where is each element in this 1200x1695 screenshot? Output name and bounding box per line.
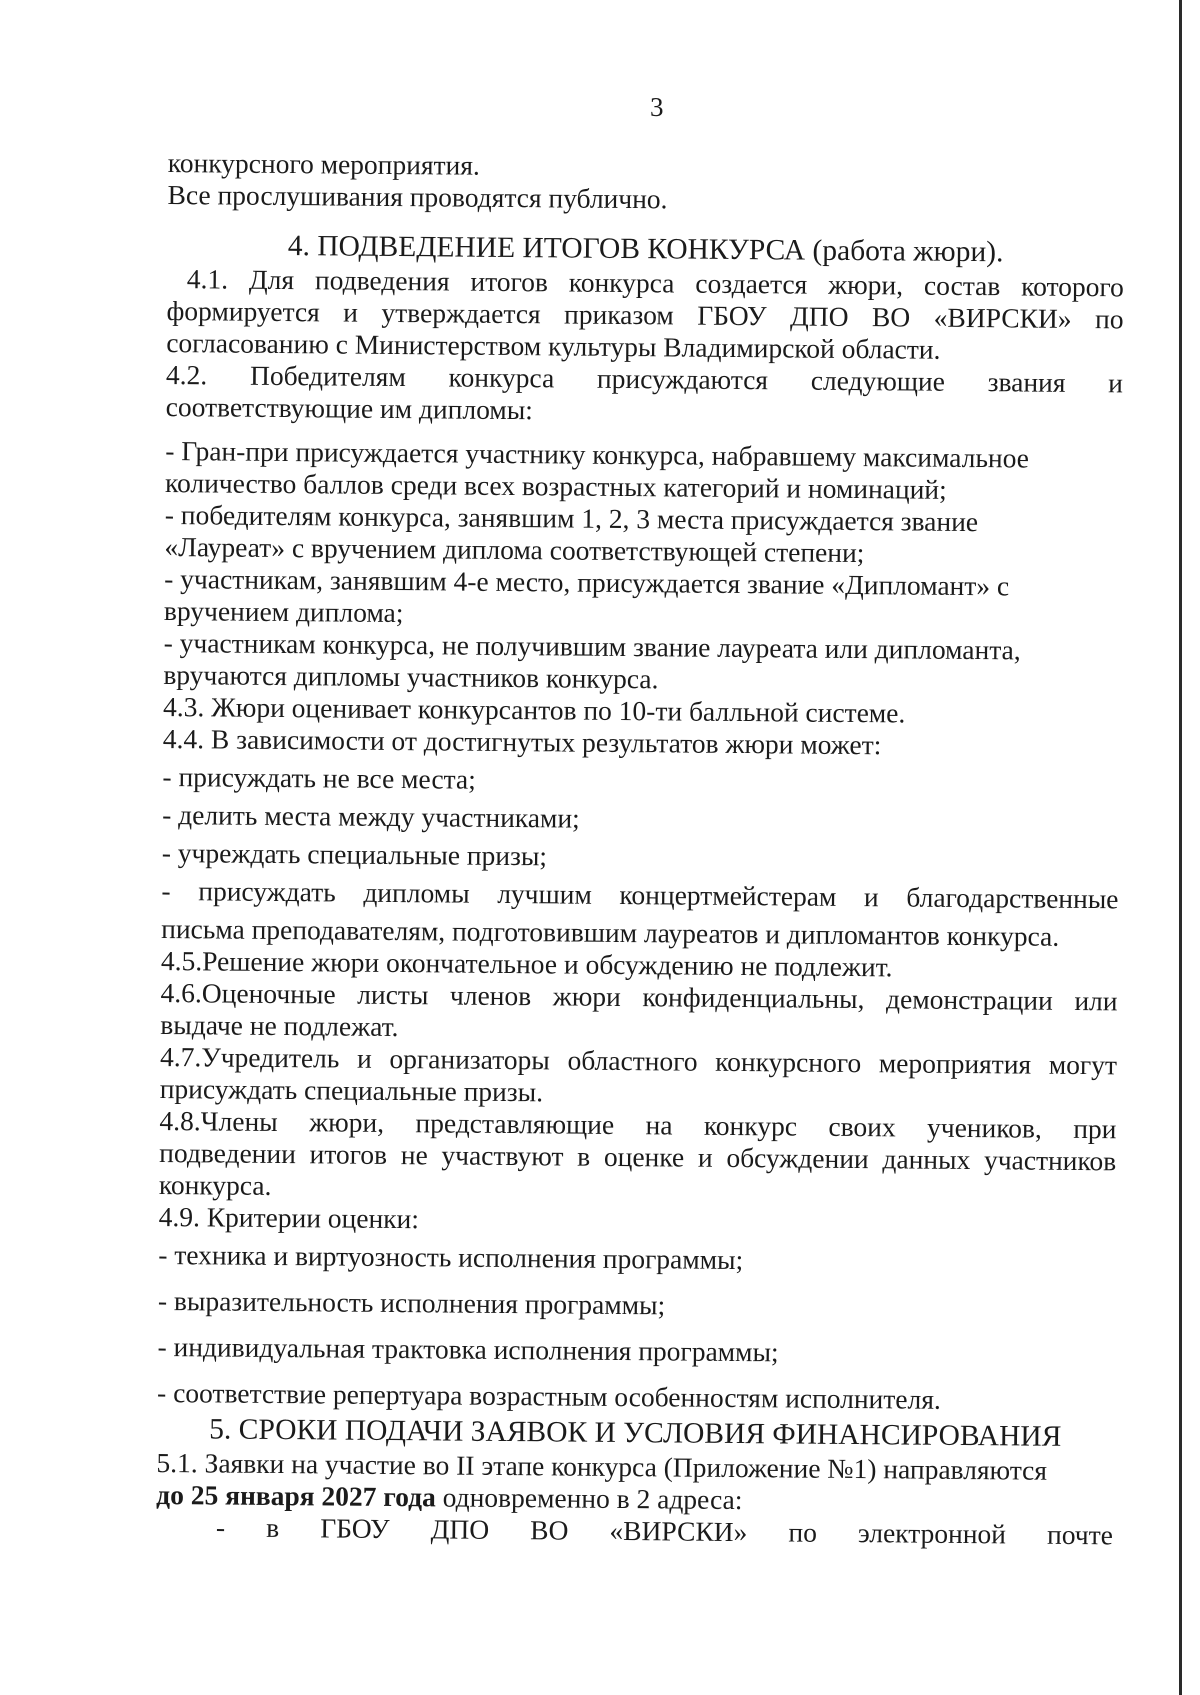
list-item-line: - делить места между участниками; bbox=[162, 798, 580, 834]
paragraph-4-3: 4.3. Жюри оценивает конкурсантов по 10-ти балльной системе. bbox=[162, 690, 906, 729]
paragraph-4-6-line: выдаче не подлежат. bbox=[160, 1008, 399, 1043]
text-line: Все прослушивания проводятся публично. bbox=[167, 178, 668, 215]
list-item-line: - присуждать не все места; bbox=[162, 760, 476, 795]
paragraph-4-7-line: присуждать специальные призы. bbox=[159, 1072, 544, 1108]
word: ВО bbox=[530, 1514, 569, 1546]
criteria-item: - техника и виртуозность исполнения программы; bbox=[158, 1238, 744, 1276]
list-item-line: - участникам конкурса, не получившим звание лауреата или дипломанта, bbox=[163, 626, 1021, 666]
word: ДПО bbox=[430, 1513, 490, 1545]
paragraph-4-9: 4.9. Критерии оценки: bbox=[158, 1200, 420, 1235]
scan-edge-line bbox=[1179, 0, 1182, 1695]
document-body bbox=[156, 147, 1125, 1551]
word: почте bbox=[1046, 1518, 1114, 1551]
word: «ВИРСКИ» bbox=[609, 1514, 748, 1548]
word: ГБОУ bbox=[320, 1512, 390, 1544]
paragraph-5-1-line: 5.1. Заявки на участие во II этапе конкурса (Приложение №1) направляются bbox=[156, 1446, 1048, 1486]
paragraph-4-7-line: 4.7.Учредитель и организаторы областного конкурсного мероприятия могут bbox=[159, 1040, 1118, 1081]
text-line: конкурсного мероприятия. bbox=[167, 147, 480, 181]
paragraph-4-1-line: 4.1. Для подведения итогов конкурса создается жюри, состав которого bbox=[186, 263, 1124, 303]
paragraph-4-1-line: формируется и утверждается приказом ГБОУ ДПО ВО «ВИРСКИ» по bbox=[166, 294, 1124, 335]
list-item-line: «Лауреат» с вручением диплома соответствующей степени; bbox=[164, 530, 865, 569]
list-item-line: письма преподавателям, подготовившим лауреатов и дипломантов конкурса. bbox=[161, 912, 1060, 952]
page-number: 3 bbox=[650, 92, 664, 122]
paragraph-4-1-line: согласованию с Министерством культуры Владимирской области. bbox=[166, 326, 941, 365]
list-item-line: вручением диплома; bbox=[163, 594, 404, 629]
list-item-line: вручаются дипломы участников конкурса. bbox=[163, 658, 659, 695]
word: - bbox=[215, 1511, 226, 1543]
criteria-item: - индивидуальная трактовка исполнения программы; bbox=[157, 1330, 779, 1368]
list-item-line: - учреждать специальные призы; bbox=[161, 836, 548, 872]
paragraph-4-8-line: подведении итогов не участвуют в оценке и обсуждении данных участников bbox=[159, 1136, 1117, 1177]
list-item-line: количество баллов среди всех возрастных категорий и номинаций; bbox=[164, 466, 947, 505]
section-heading-5: 5. СРОКИ ПОДАЧИ ЗАЯВОК И УСЛОВИЯ ФИНАНСИРОВАНИЯ bbox=[209, 1413, 1062, 1453]
word: электронной bbox=[857, 1517, 1007, 1550]
paragraph-4-8-line: 4.8.Члены жюри, представляющие на конкурс своих учеников, при bbox=[159, 1104, 1117, 1145]
paragraph-4-2-line: соответствующие им дипломы: bbox=[165, 390, 534, 426]
criteria-item: - соответствие репертуара возрастным особенностям исполнителя. bbox=[156, 1376, 941, 1415]
deadline-rest: одновременно в 2 адреса: bbox=[435, 1481, 743, 1516]
paragraph-4-8-line: конкурса. bbox=[158, 1168, 272, 1201]
word: по bbox=[788, 1516, 818, 1548]
criteria-item: - выразительность исполнения программы; bbox=[157, 1284, 666, 1321]
paragraph-4-6-line: 4.6.Оценочные листы членов жюри конфиденциальны, демонстрации или bbox=[160, 976, 1118, 1017]
deadline-date: до 25 января 2027 года bbox=[156, 1478, 436, 1513]
list-item-line: - присуждать дипломы лучшим концертмейстерам и благодарственные bbox=[161, 874, 1119, 915]
list-item-line: - Гран-при присуждается участнику конкурса, набравшему максимальное bbox=[165, 434, 1030, 474]
list-item-line: - участникам, занявшим 4-е место, присуждается звание «Дипломант» с bbox=[164, 562, 1010, 602]
paragraph-4-2-line: 4.2. Победителям конкурса присуждаются следующие звания и bbox=[165, 358, 1124, 399]
paragraph-4-4: 4.4. В зависимости от достигнутых результатов жюри может: bbox=[162, 722, 882, 761]
section-heading-4: 4. ПОДВЕДЕНИЕ ИТОГОВ КОНКУРСА (работа жюри). bbox=[287, 230, 1004, 269]
list-item-line: - победителям конкурса, занявшим 1, 2, 3 места присуждается звание bbox=[164, 498, 979, 538]
word: в bbox=[266, 1511, 280, 1544]
paragraph-4-5: 4.5.Решение жюри окончательное и обсуждению не подлежит. bbox=[160, 944, 893, 983]
